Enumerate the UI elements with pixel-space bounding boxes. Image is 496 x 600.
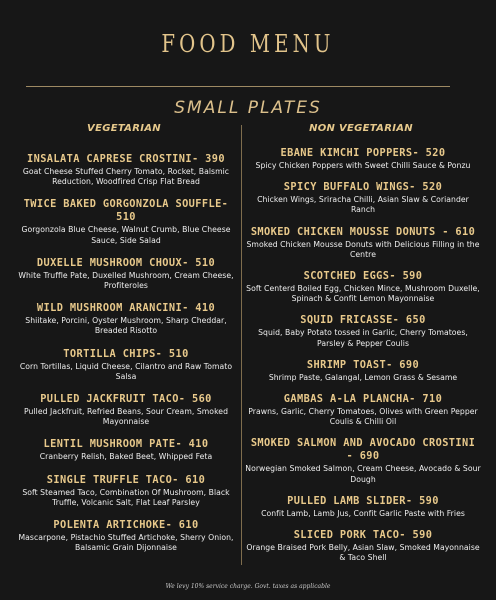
menu-item — [245, 181, 481, 215]
menu-item-name: LENTIL MUSHROOM PATE- 410 — [43, 438, 209, 451]
menu-item-name: SPICY BUFFALO WINGS- 520 — [283, 181, 443, 194]
menu-item-description: Pulled Jackfruit, Refried Beans, Sour Cream, Smoked Mayonnaise — [23, 407, 229, 427]
menu-item — [16, 474, 236, 508]
menu-item-description: Chicken Wings, Sriracha Chilli, Asian Slaw & Coriander Ranch — [257, 195, 469, 215]
title-divider — [26, 86, 450, 87]
menu-item — [16, 393, 236, 427]
menu-item-description: Smoked Chicken Mousse Donuts with Delicious Filling in the Centre — [246, 239, 480, 259]
menu-item-description: Gorgonzola Blue Cheese, Walnut Crumb, Blue Cheese Sauce, Side Salad — [21, 225, 231, 245]
menu-item-name: INSALATA CAPRESE CROSTINI- 390 — [27, 153, 225, 165]
non-vegetarian-heading: NON VEGETARIAN — [309, 123, 413, 134]
menu-item — [245, 226, 481, 260]
menu-item — [245, 314, 481, 348]
menu-item-description: Confit Lamb, Lamb Jus, Confit Garlic Paste with Fries — [261, 508, 465, 518]
menu-item-description: Mascarpone, Pistachio Stuffed Artichoke, Sherry Onion, Balsamic Grain Dijonnaise — [18, 533, 234, 553]
menu-item-description: Orange Braised Pork Belly, Asian Slaw, Smoked Mayonnaise & Taco Shell — [246, 543, 480, 563]
menu-item — [16, 438, 236, 462]
menu-item-name: DUXELLE MUSHROOM CHOUX- 510 — [36, 256, 216, 269]
section-title: SMALL PLATES — [174, 98, 322, 118]
menu-item-description: Soft Centerd Boiled Egg, Chicken Mince, Mushroom Duxelle, Spinach & Confit Lemon Mayonnaise — [246, 284, 480, 304]
menu-title: FOOD MENU — [161, 30, 335, 58]
menu-item — [245, 495, 481, 519]
menu-item-name: WILD MUSHROOM ARANCINI- 410 — [36, 302, 216, 315]
non-vegetarian-column — [245, 147, 481, 573]
service-charge-note: We levy 10% service charge. Govt. taxes as applicable — [165, 583, 331, 590]
menu-item — [16, 519, 236, 553]
menu-item-name: SQUID FRICASSE- 650 — [300, 314, 426, 327]
menu-item-name: TORTILLA CHIPS- 510 — [63, 347, 189, 360]
menu-item-description: Goat Cheese Stuffed Cherry Tomato, Rocket, Balsmic Reduction, Woodfired Crisp Flat Bread — [22, 167, 230, 187]
menu-item-name: POLENTA ARTICHOKE- 610 — [53, 519, 199, 532]
menu-item — [16, 348, 236, 382]
column-divider — [241, 125, 242, 565]
menu-item-name: SMOKED CHICKEN MOUSSE DONUTS - 610 — [250, 225, 476, 238]
menu-item-description: Shiitake, Porcini, Oyster Mushroom, Sharp Cheddar, Breaded Risotto — [25, 316, 227, 336]
menu-item-description: Cranberry Relish, Baked Beet, Whipped Feta — [39, 452, 213, 462]
menu-item-name: PULLED LAMB SLIDER- 590 — [287, 494, 439, 507]
menu-item-description: Prawns, Garlic, Cherry Tomatoes, Olives with Green Pepper Coulis & Chilli Oil — [248, 407, 478, 427]
menu-item — [16, 198, 236, 245]
menu-item-name: SCOTCHED EGGS- 590 — [303, 270, 423, 283]
menu-item-description: Norwegian Smoked Salmon, Cream Cheese, Avocado & Sour Dough — [245, 464, 481, 484]
menu-item-description: Shrimp Paste, Galangal, Lemon Grass & Sesame — [268, 372, 458, 382]
vegetarian-heading: VEGETARIAN — [87, 123, 161, 134]
menu-item-description: White Truffle Pate, Duxelled Mushroom, Cream Cheese, Profiteroles — [18, 270, 234, 291]
vegetarian-column — [16, 153, 236, 564]
menu-item — [245, 393, 481, 427]
menu-item — [16, 257, 236, 291]
menu-item-description: Squid, Baby Potato tossed in Garlic, Cherry Tomatoes, Parsley & Pepper Coulis — [258, 328, 468, 348]
menu-item-description: Corn Tortillas, Liquid Cheese, Cilantro and Raw Tomato Salsa — [19, 361, 233, 381]
menu-item-name: EBANE KIMCHI POPPERS- 520 — [280, 147, 446, 159]
menu-item-name: SMOKED SALMON AND AVOCADO CROSTINI - 690 — [250, 437, 476, 463]
menu-item — [245, 270, 481, 304]
menu-item — [245, 529, 481, 563]
menu-item-name: SINGLE TRUFFLE TACO- 610 — [46, 473, 206, 486]
menu-item — [16, 302, 236, 336]
menu-item — [245, 437, 481, 484]
menu-item-name: SHRIMP TOAST- 690 — [306, 358, 420, 371]
menu-item — [245, 147, 481, 171]
menu-item-name: GAMBAS A-LA PLANCHA- 710 — [283, 393, 443, 406]
menu-item-name: TWICE BAKED GORGONZOLA SOUFFLE- 510 — [23, 198, 229, 224]
menu-item-description: Spicy Chicken Poppers with Sweet Chilli Sauce & Ponzu — [255, 161, 471, 170]
menu-item-description: Soft Steamed Taco, Combination Of Mushroom, Black Truffle, Volcanic Salt, Flat Leaf Parsley — [22, 487, 230, 507]
menu-item-name: SLICED PORK TACO- 590 — [293, 529, 433, 542]
menu-item-name: PULLED JACKFRUIT TACO- 560 — [40, 393, 212, 406]
menu-item — [16, 153, 236, 187]
menu-item — [245, 359, 481, 383]
